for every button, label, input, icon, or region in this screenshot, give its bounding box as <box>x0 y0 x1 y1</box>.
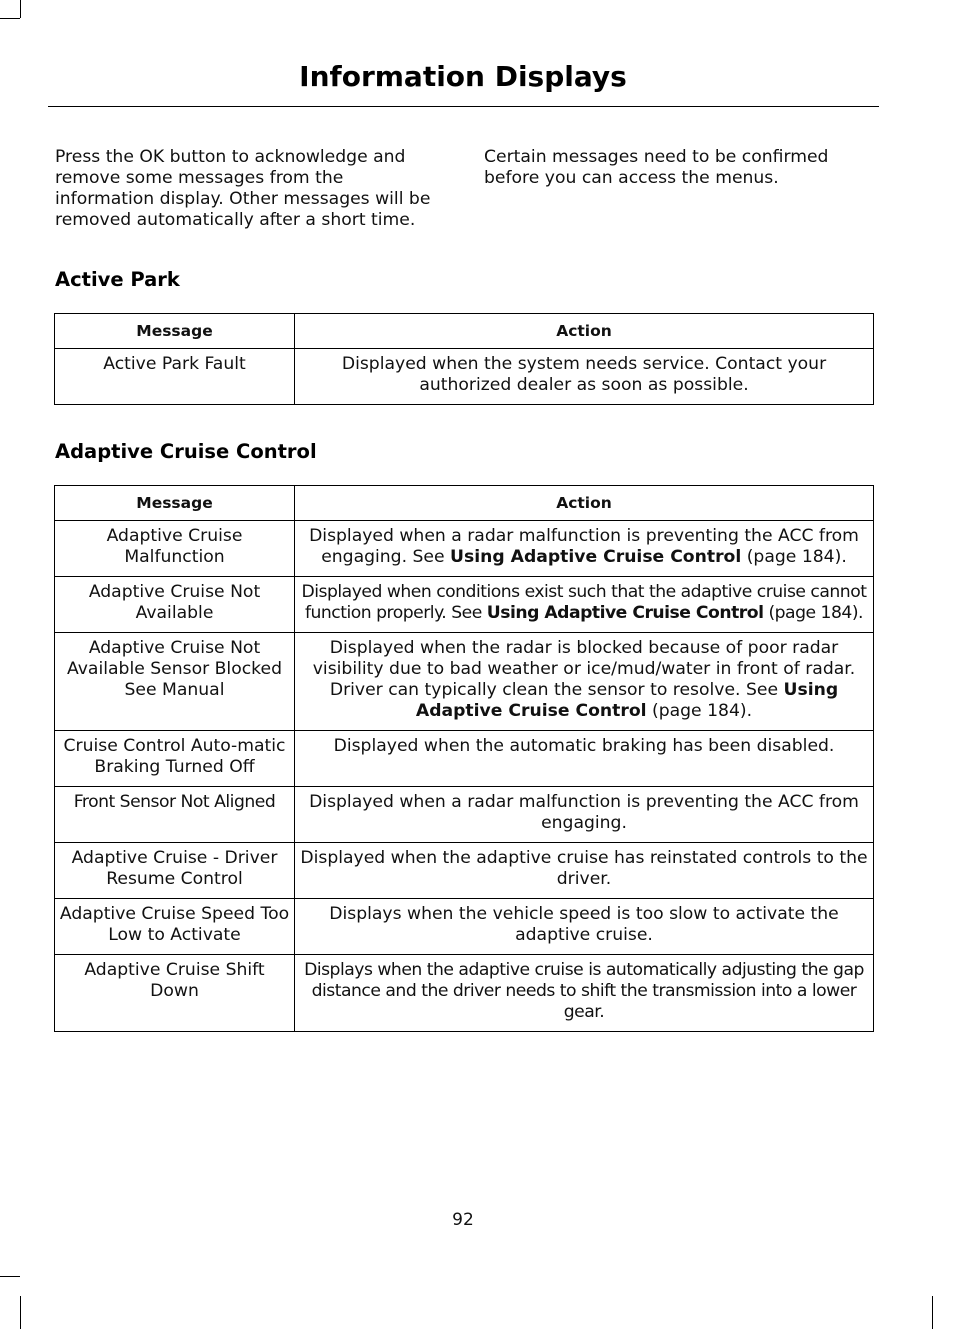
cross-reference-link[interactable]: Using Adaptive Cruise Control <box>486 603 764 623</box>
action-cell: Displayed when a radar malfunction is preventing the ACC from engaging. <box>295 787 874 843</box>
action-text: Displayed when the radar is blocked because of poor radar visibility due to bad weather or ice/mud/water in front of radar. Driver can typically clean the sensor to resolve. See <box>312 638 856 700</box>
action-cell <box>295 633 874 731</box>
active-park-heading: Active Park <box>55 268 180 291</box>
table-row <box>55 349 874 405</box>
table-row <box>55 577 874 633</box>
message-cell: Adaptive Cruise Not Available Sensor Blocked See Manual <box>55 633 295 731</box>
page-number: 92 <box>452 1210 474 1230</box>
action-cell <box>295 521 874 577</box>
column-header-message: Message <box>55 486 295 521</box>
column-header-action: Action <box>295 486 874 521</box>
crop-mark <box>20 0 21 18</box>
message-cell: Adaptive Cruise Shift Down <box>55 955 295 1032</box>
message-cell: Front Sensor Not Aligned <box>55 787 295 843</box>
action-text: Displayed when conditions exist such that the adaptive cruise cannot function properly. See <box>301 582 867 623</box>
message-cell: Cruise Control Auto-matic Braking Turned Off <box>55 731 295 787</box>
table-row <box>55 633 874 731</box>
column-header-message: Message <box>55 314 295 349</box>
active-park-table <box>54 313 874 405</box>
action-cell: Displayed when the automatic braking has been disabled. <box>295 731 874 787</box>
message-cell: Adaptive Cruise - Driver Resume Control <box>55 843 295 899</box>
action-cell: Displayed when the system needs service. Contact your authorized dealer as soon as possible. <box>295 349 874 405</box>
adaptive-cruise-table <box>54 485 874 1032</box>
title-divider <box>48 106 879 107</box>
message-cell: Active Park Fault <box>55 349 295 405</box>
table-row <box>55 787 874 843</box>
table-header-row <box>55 314 874 349</box>
action-text: Displayed when a radar malfunction is preventing the ACC from engaging. See <box>309 526 859 567</box>
table-header-row <box>55 486 874 521</box>
crop-mark <box>20 1296 21 1329</box>
column-header-action: Action <box>295 314 874 349</box>
page-title: Information Displays <box>299 60 627 93</box>
crop-mark <box>0 1276 20 1277</box>
adaptive-cruise-heading: Adaptive Cruise Control <box>55 440 317 463</box>
cross-reference-link[interactable]: Using Adaptive Cruise Control <box>415 680 839 721</box>
table-row <box>55 731 874 787</box>
page-reference: (page 184). <box>768 603 864 623</box>
intro-left-paragraph: Press the OK button to acknowledge and remove some messages from the information display. Other messages will be removed automatically after a short time. <box>55 147 431 230</box>
message-cell: Adaptive Cruise Not Available <box>55 577 295 633</box>
crop-mark <box>0 18 20 19</box>
intro-right-paragraph: Certain messages need to be confirmed before you can access the menus. <box>484 147 829 188</box>
action-cell <box>295 577 874 633</box>
page-reference: (page 184). <box>652 701 753 721</box>
message-cell: Adaptive Cruise Speed Too Low to Activate <box>55 899 295 955</box>
table-row <box>55 955 874 1032</box>
action-cell: Displayed when the adaptive cruise has reinstated controls to the driver. <box>295 843 874 899</box>
table-row <box>55 899 874 955</box>
page-reference: (page 184). <box>746 547 847 567</box>
table-row <box>55 521 874 577</box>
crop-mark <box>932 1296 933 1329</box>
action-cell: Displays when the vehicle speed is too slow to activate the adaptive cruise. <box>295 899 874 955</box>
action-cell: Displays when the adaptive cruise is automatically adjusting the gap distance and the driver needs to shift the transmission into a lower gear. <box>295 955 874 1032</box>
table-row <box>55 843 874 899</box>
message-cell: Adaptive Cruise Malfunction <box>55 521 295 577</box>
cross-reference-link[interactable]: Using Adaptive Cruise Control <box>450 547 742 567</box>
